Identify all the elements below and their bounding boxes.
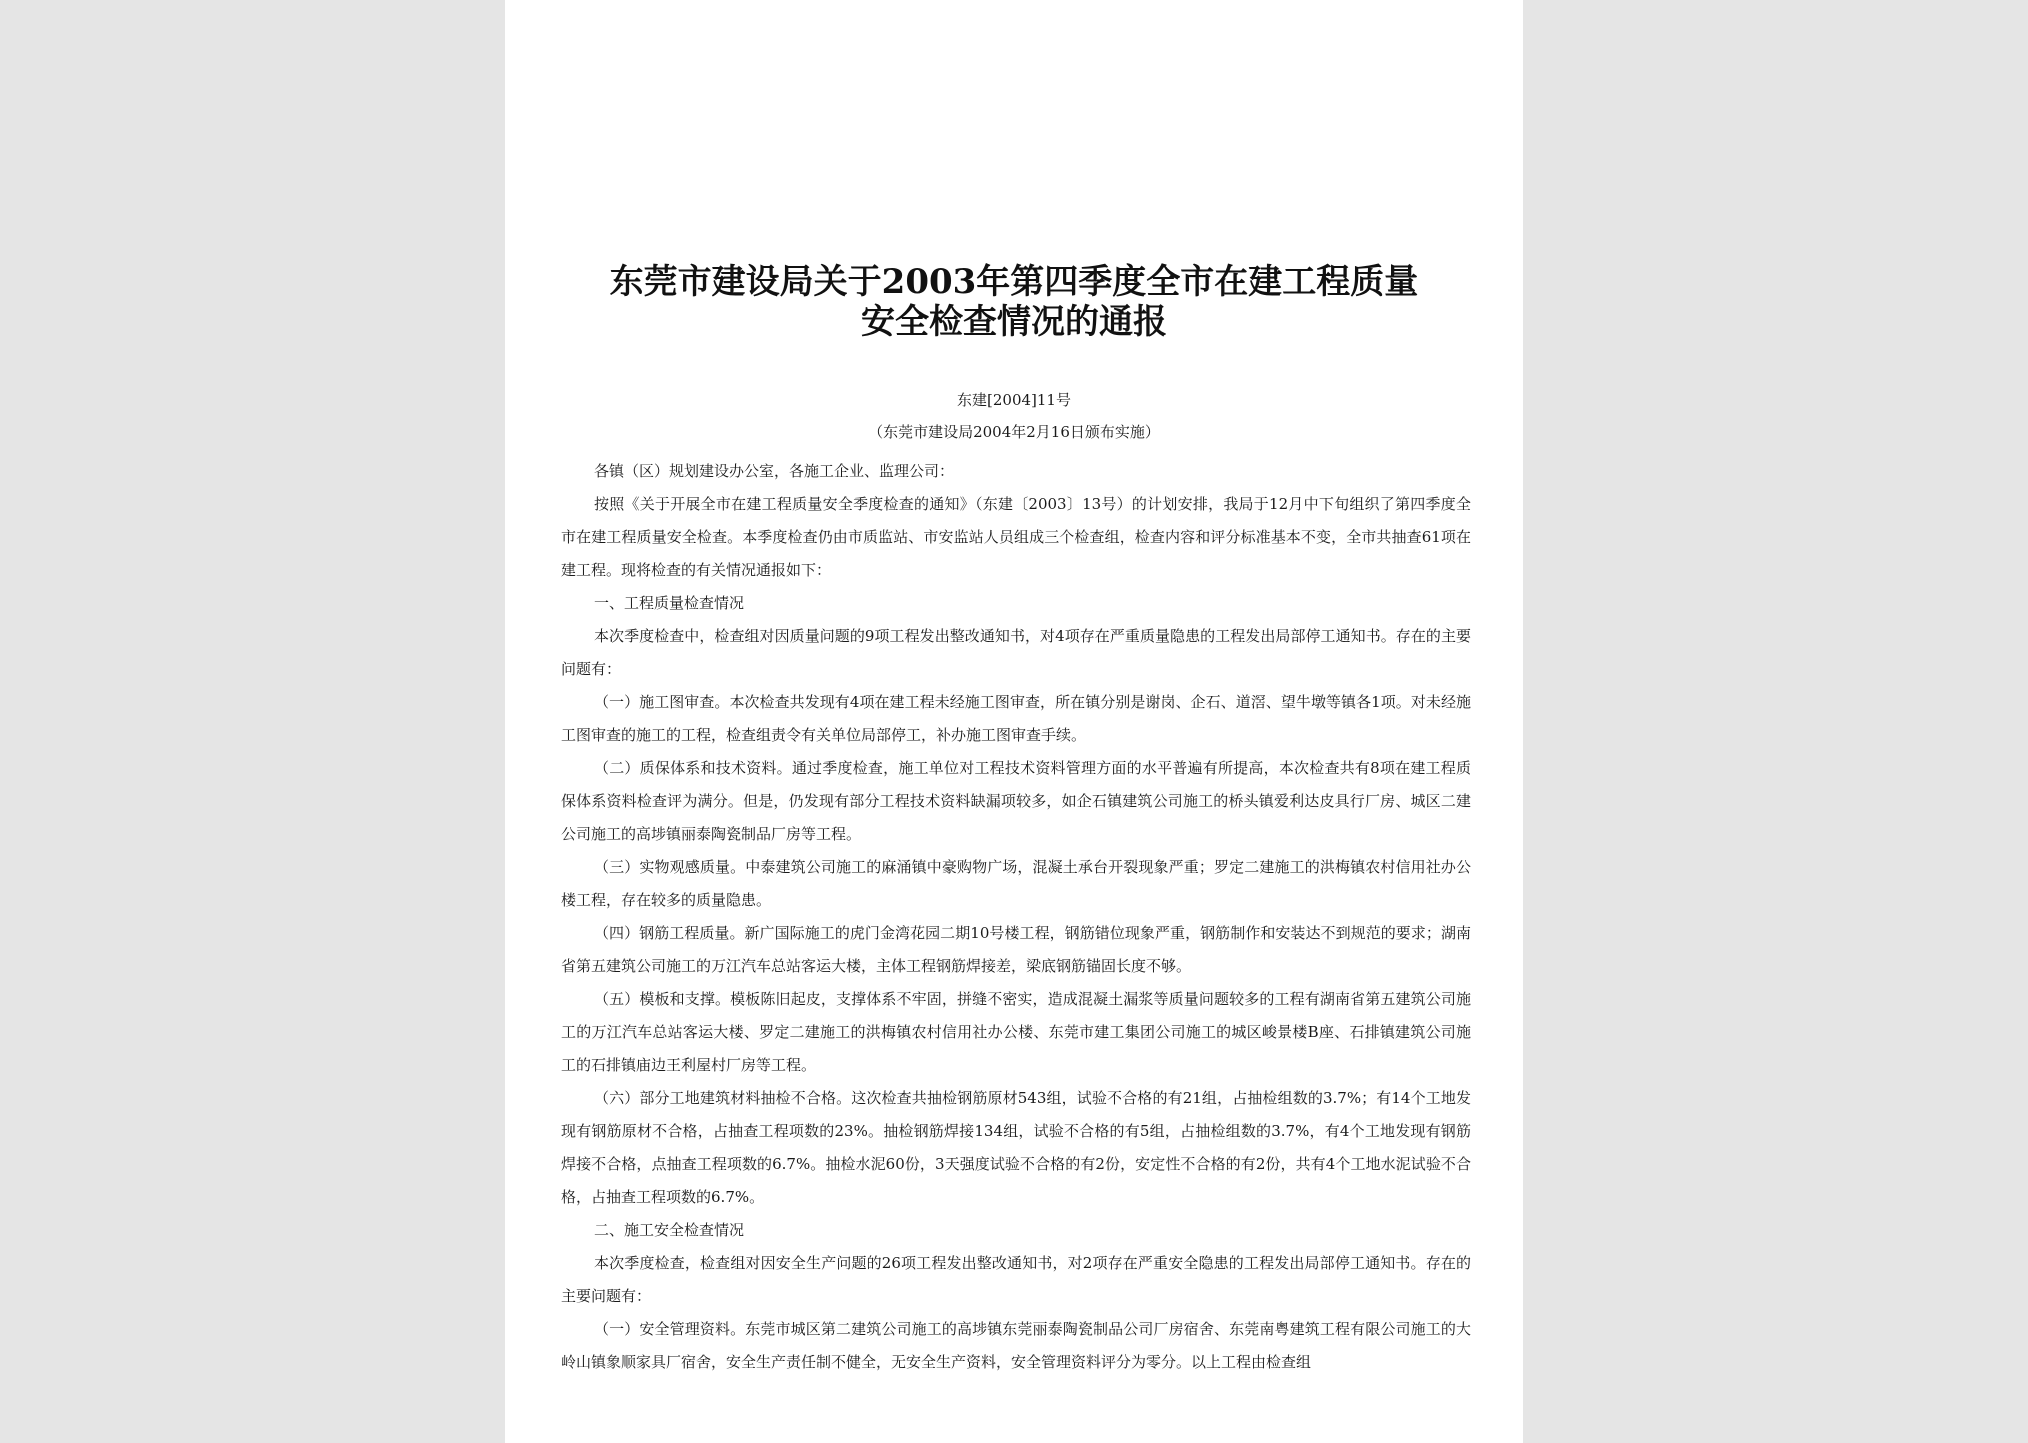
salutation: 各镇（区）规划建设办公室，各施工企业、监理公司： <box>594 462 955 480</box>
paragraph-item-6: （六）部分工地建筑材料抽检不合格。这次检查共抽检钢筋原材543组，试验不合格的有21组，占抽检组数的3.7%；有14个工地发现有钢筋原材不合格，占抽查工程项数的23%。抽检钢筋焊接134组，试验不合格的有5组，占抽检组数的3.7%，有4个工地发现有钢筋焊接不合格，点抽查工程项数的6.7%。抽检水泥60份，3天强度试验不合格的有2份，安定性不合格的有2份，共有4个工地水泥试验不合格，占抽查工程项数的6.7%。 <box>561 1089 1471 1206</box>
paragraph-item-4: （四）钢筋工程质量。新广国际施工的虎门金湾花园二期10号楼工程，钢筋错位现象严重，钢筋制作和安装达不到规范的要求；湖南省第五建筑公司施工的万江汽车总站客运大楼，主体工程钢筋焊接差，梁底钢筋锚固长度不够。 <box>561 924 1471 975</box>
paragraph-item-1: （一）施工图审查。本次检查共发现有4项在建工程未经施工图审查，所在镇分别是谢岗、企石、道滘、望牛墩等镇各1项。对未经施工图审查的施工的工程，检查组责令有关单位局部停工，补办施工图审查手续。 <box>561 693 1471 744</box>
document-number: 东建[2004]11号 <box>957 391 1071 409</box>
paragraph-intro: 按照《关于开展全市在建工程质量安全季度检查的通知》（东建〔2003〕13号）的计划安排，我局于12月中下旬组织了第四季度全市在建工程质量安全检查。本季度检查仍由市质监站、市安监站人员组成三个检查组，检查内容和评分标准基本不变，全市共抽查61项在建工程。现将检查的有关情况通报如下： <box>561 495 1471 579</box>
paragraph-quality-summary: 本次季度检查中，检查组对因质量问题的9项工程发出整改通知书，对4项存在严重质量隐患的工程发出局部停工通知书。存在的主要问题有： <box>561 627 1471 678</box>
document-title <box>505 262 1523 342</box>
paragraph-safety-item-1: （一）安全管理资料。东莞市城区第二建筑公司施工的高埗镇东莞丽泰陶瓷制品公司厂房宿舍、东莞南粤建筑工程有限公司施工的大岭山镇象顺家具厂宿舍，安全生产责任制不健全，无安全生产资料，安全管理资料评分为零分。以上工程由检查组 <box>561 1320 1471 1371</box>
paragraph-item-5: （五）模板和支撑。模板陈旧起皮，支撑体系不牢固，拼缝不密实，造成混凝土漏浆等质量问题较多的工程有湖南省第五建筑公司施工的万江汽车总站客运大楼、罗定二建施工的洪梅镇农村信用社办公楼、东莞市建工集团公司施工的城区峻景楼B座、石排镇建筑公司施工的石排镇庙边王利屋村厂房等工程。 <box>561 990 1471 1074</box>
title-line-2: 安全检查情况的通报 <box>861 302 1167 342</box>
paragraph-item-3: （三）实物观感质量。中泰建筑公司施工的麻涌镇中豪购物广场，混凝土承台开裂现象严重；罗定二建施工的洪梅镇农村信用社办公楼工程，存在较多的质量隐患。 <box>561 858 1471 909</box>
issue-date-note: （东莞市建设局2004年2月16日颁布实施） <box>868 423 1160 441</box>
document-body <box>561 455 1471 1379</box>
paragraph-safety-summary: 本次季度检查，检查组对因安全生产问题的26项工程发出整改通知书，对2项存在严重安全隐患的工程发出局部停工通知书。存在的主要问题有： <box>561 1254 1471 1305</box>
title-line-1: 东莞市建设局关于2003年第四季度全市在建工程质量 <box>609 262 1419 302</box>
document-page <box>505 0 1523 1443</box>
section-heading-quality: 一、工程质量检查情况 <box>594 594 745 612</box>
paragraph-item-2: （二）质保体系和技术资料。通过季度检查，施工单位对工程技术资料管理方面的水平普遍有所提高，本次检查共有8项在建工程质保体系资料检查评为满分。但是，仍发现有部分工程技术资料缺漏项较多，如企石镇建筑公司施工的桥头镇爱利达皮具行厂房、城区二建公司施工的高埗镇丽泰陶瓷制品厂房等工程。 <box>561 759 1471 843</box>
section-heading-safety: 二、施工安全检查情况 <box>594 1221 745 1239</box>
